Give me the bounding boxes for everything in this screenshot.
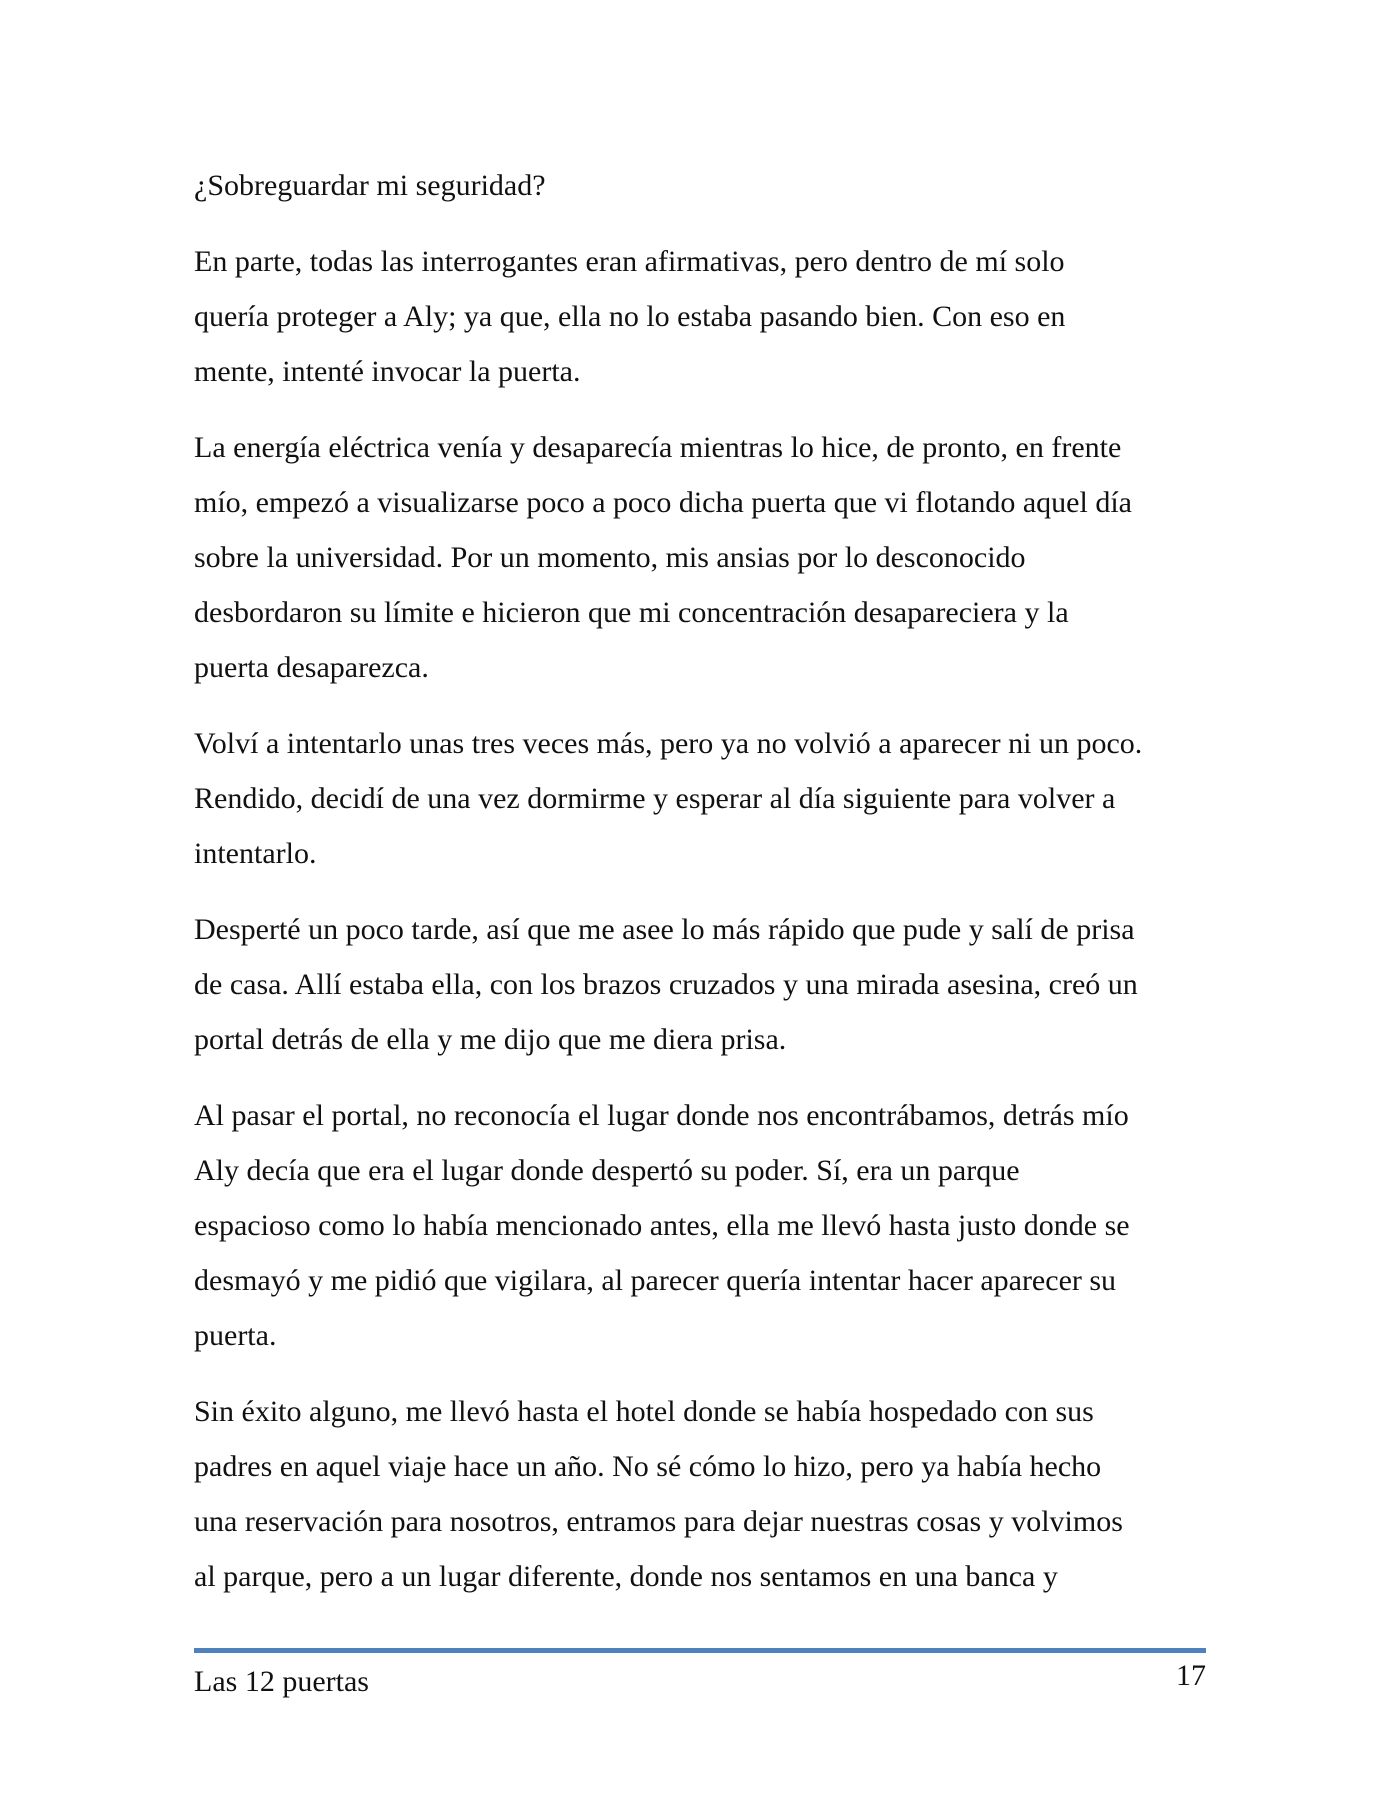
text-line: padres en aquel viaje hace un año. No sé cómo lo hizo, pero ya había hecho (194, 1450, 1102, 1483)
text-line: una reservación para nosotros, entramos para dejar nuestras cosas y volvimos (194, 1505, 1123, 1538)
text-line: espacioso como lo había mencionado antes, ella me llevó hasta justo donde se (194, 1209, 1130, 1242)
paragraph (194, 1088, 1224, 1363)
paragraph (194, 234, 1224, 399)
text-line: En parte, todas las interrogantes eran afirmativas, pero dentro de mí solo (194, 245, 1065, 278)
text-line: intentarlo. (194, 837, 317, 870)
text-line: mío, empezó a visualizarse poco a poco dicha puerta que vi flotando aquel día (194, 486, 1132, 519)
text-line: de casa. Allí estaba ella, con los brazos cruzados y una mirada asesina, creó un (194, 968, 1138, 1001)
text-line: Desperté un poco tarde, así que me asee lo más rápido que pude y salí de prisa (194, 913, 1135, 946)
text-line: mente, intenté invocar la puerta. (194, 355, 581, 388)
paragraph (194, 1384, 1224, 1604)
text-line: La energía eléctrica venía y desaparecía mientras lo hice, de pronto, en frente (194, 431, 1122, 464)
text-line: puerta. (194, 1319, 277, 1352)
text-line: ¿Sobreguardar mi seguridad? (194, 169, 546, 202)
text-line: desbordaron su límite e hicieron que mi concentración desapareciera y la (194, 596, 1069, 629)
text-line: Aly decía que era el lugar donde despertó su poder. Sí, era un parque (194, 1154, 1020, 1187)
paragraph (194, 158, 1224, 213)
text-line: quería proteger a Aly; ya que, ella no lo estaba pasando bien. Con eso en (194, 300, 1066, 333)
paragraph (194, 420, 1224, 695)
text-line: sobre la universidad. Por un momento, mis ansias por lo desconocido (194, 541, 1026, 574)
text-line: desmayó y me pidió que vigilara, al parecer quería intentar hacer aparecer su (194, 1264, 1117, 1297)
paragraph (194, 716, 1224, 881)
paragraph (194, 902, 1224, 1067)
text-line: Volví a intentarlo unas tres veces más, pero ya no volvió a aparecer ni un poco. (194, 727, 1143, 760)
text-line: Rendido, decidí de una vez dormirme y esperar al día siguiente para volver a (194, 782, 1116, 815)
text-line: Al pasar el portal, no reconocía el lugar donde nos encontrábamos, detrás mío (194, 1099, 1129, 1132)
footer-book-title: Las 12 puertas (194, 1665, 369, 1698)
footer-divider (194, 1648, 1206, 1653)
body-text (194, 158, 1224, 1625)
text-line: al parque, pero a un lugar diferente, donde nos sentamos en una banca y (194, 1560, 1058, 1593)
text-line: puerta desaparezca. (194, 651, 429, 684)
text-line: portal detrás de ella y me dijo que me diera prisa. (194, 1023, 787, 1056)
text-line: Sin éxito alguno, me llevó hasta el hotel donde se había hospedado con sus (194, 1395, 1094, 1428)
page-number: 17 (1176, 1659, 1206, 1692)
